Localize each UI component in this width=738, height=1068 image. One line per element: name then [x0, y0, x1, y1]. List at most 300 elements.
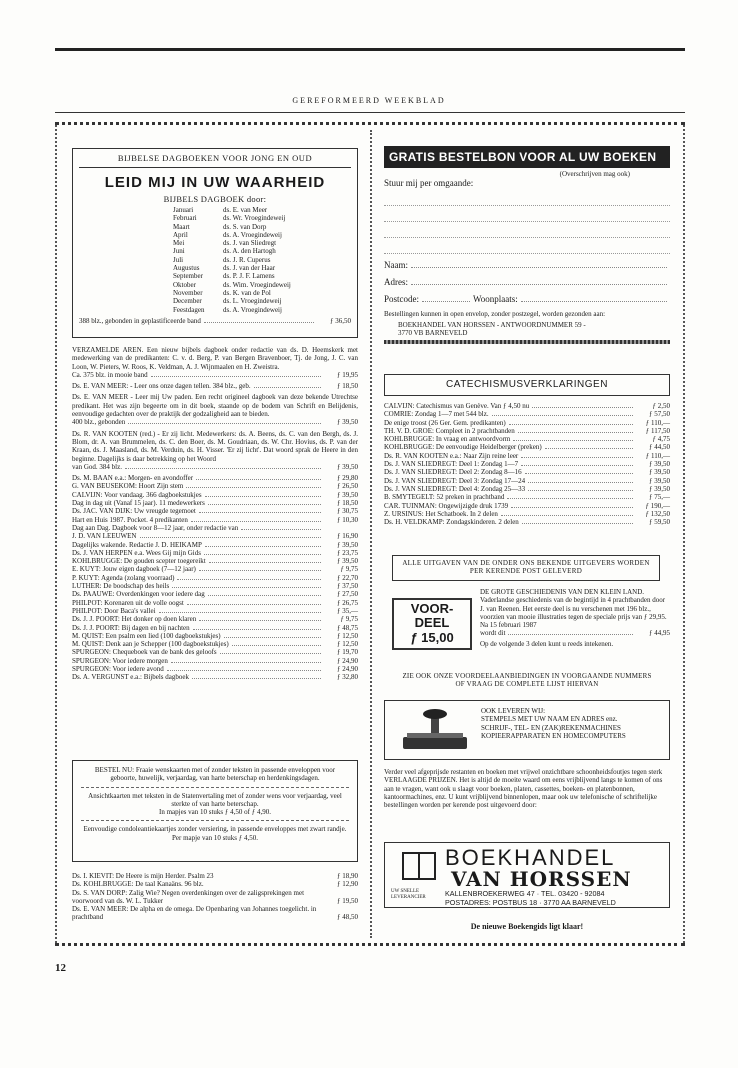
order-line-4[interactable] [384, 238, 670, 254]
bottom-book-item [72, 889, 358, 906]
item-title: SPURGEON: Voor iedere morgen [72, 656, 168, 665]
leader [545, 448, 633, 449]
catechism-item [384, 402, 670, 410]
item-title: CAR. TUINMAN: Ongewijzigde druk 1739 [384, 501, 509, 510]
left-dashed-border [55, 125, 58, 943]
closing-text: Verder veel afgeprijsde restanten en boeken met vrijwel onzichtbare schoonheidsfoutjes tegen sterk VERLAAGDE PRIJZEN. Het is altijd de moeite waard om eens vrijblijvend langs te komen of ons aan te vragen, want ook u slaagt voor boeken, platen, cassettes, boeken- en platenbonnen, kantoormachines, enz. U kunt vrijblijvend binnenlopen, maar ook uw telefonische of schriftelijke bestellingen worden per kerende post uitgevoerd door: [384, 768, 663, 810]
item-title: Hart en Huis 1987. Pocket. 4 predikanten [72, 515, 188, 524]
month-row [173, 247, 351, 255]
leader [140, 537, 322, 538]
leader [128, 423, 321, 424]
month-row [173, 281, 351, 289]
shop-name-line1: BOEKHANDEL [445, 845, 616, 870]
item-title: Ds. J. VAN SLIEDREGT: Deel 4: Zondag 25—33 [384, 484, 526, 493]
leader [172, 587, 321, 588]
item-price: ƒ 30,75 [337, 507, 358, 516]
item-title: COMRIE: Zondag 1—7 met 544 blz. [384, 410, 489, 419]
item-title: SPURGEON: Chequeboek van de bank des geloofs [72, 648, 217, 657]
item-title: Ds. J. J. POORT: Bij dagen en bij nachten [72, 623, 190, 632]
postcards-price: In mapjes van 10 stuks ƒ 4,50 of ƒ 4,90. [159, 808, 271, 817]
catechism-item [384, 510, 670, 518]
month-name: Februari [173, 214, 197, 223]
leader [254, 387, 321, 388]
item-price: ƒ 117,50 [645, 426, 670, 435]
greeting-cards-box [72, 760, 358, 862]
item-title: KOHLBRUGGE: De gouden scepter toegereikt [72, 557, 206, 566]
catechism-item [384, 427, 670, 435]
item-price: ƒ 22,70 [337, 573, 358, 582]
month-row [173, 297, 351, 305]
order-line-3[interactable] [384, 222, 670, 238]
book-subtitle: BIJBELS DAGBOEK door: [163, 194, 267, 204]
paragraph-price-row [72, 418, 358, 426]
voordeel-regular-price: ƒ 44,95 [649, 629, 670, 638]
shop-tag2: LEVERANCIER [391, 895, 426, 900]
item-price: ƒ 75,— [649, 493, 670, 502]
book-list-item [72, 532, 358, 540]
leader [525, 473, 633, 474]
month-author: ds. L. Vroegindeweij [223, 297, 282, 306]
book-list-item [72, 507, 358, 515]
book-list-item [72, 590, 358, 598]
paragraph-last: van God. 384 blz. [72, 462, 122, 471]
voordeel-badge [392, 598, 472, 650]
book-list-item [72, 624, 358, 632]
item-price: ƒ 23,75 [337, 548, 358, 557]
voordeel-section [384, 588, 670, 668]
item-title: E. KUYT: Jouw eigen dagboek (7—12 jaar) [72, 565, 196, 574]
stamp-icon [395, 707, 475, 755]
item-title: LUTHER: De boodschap des heils [72, 582, 170, 591]
order-form-bottom-bar [384, 340, 670, 344]
box-footer-price: ƒ 36,50 [330, 316, 351, 325]
item-price: ƒ 19,50 [337, 896, 358, 905]
order-form [384, 146, 670, 344]
item-price: ƒ 110,— [645, 418, 670, 427]
item-price: ƒ 35,— [337, 606, 358, 615]
item-price: ƒ 57,50 [649, 410, 670, 419]
month-name: Januari [173, 206, 194, 214]
item-title: Ds. H. VELDKAMP: Zondagskinderen. 2 delen [384, 518, 519, 527]
leader [522, 523, 633, 524]
month-author: ds. J. van der Haar [223, 264, 276, 273]
order-address-line2: 3770 VB BARNEVELD [398, 328, 468, 337]
order-note: (Overschrijven mag ook) [559, 170, 630, 178]
item-price: ƒ 26,75 [337, 598, 358, 607]
stamp-box [384, 700, 670, 760]
month-row [173, 272, 351, 280]
divider [81, 787, 349, 788]
leader [220, 653, 321, 654]
paragraph-price-row [72, 371, 358, 379]
book-list-item [72, 499, 358, 507]
paragraph-price: ƒ 18,50 [337, 382, 358, 391]
month-name: Augustus [173, 264, 200, 273]
leader [187, 604, 321, 605]
page-header-title: GEREFORMEERD WEEKBLAD [292, 96, 446, 105]
item-title: Ds. I. KIEVIT: De Heere is mijn Herder. Psalm 23 [72, 872, 214, 880]
leader [209, 562, 321, 563]
address-row [384, 277, 670, 287]
month-row [173, 239, 351, 247]
item-title: Ds. J. VAN SLIEDREGT: Deel 2: Zondag 8—16 [384, 468, 522, 477]
order-line-1[interactable] [384, 190, 670, 206]
order-address-line1: BOEKHANDEL VAN HORSSEN - ANTWOORDNUMMER 59 - [398, 320, 586, 329]
name-field[interactable] [411, 267, 667, 268]
item-title: Ds. KOHLBRUGGE: De taal Kanaäns. 96 blz. [72, 880, 204, 889]
box-footer-text: 388 blz., gebonden in geplastificeerde band [79, 316, 201, 325]
item-title: PHILPOT: Door Baca's vallei [72, 606, 156, 615]
leader [193, 629, 321, 630]
column-divider [370, 130, 373, 938]
month-name: Oktober [173, 280, 196, 289]
leader [177, 579, 321, 580]
leader [208, 595, 321, 596]
catechism-list [384, 402, 670, 526]
leader [492, 415, 633, 416]
month-name: December [173, 297, 202, 306]
month-author: ds. A. den Hartogh [223, 247, 276, 256]
cards-order-text: BESTEL NU: Fraaie wenskaarten met of zonder teksten in passende enveloppen voor geboorte, huwelijk, verjaardag, van harte beterschap en herdenkingsdagen. [94, 766, 336, 783]
header-rule [55, 112, 685, 113]
item-price: ƒ 2,50 [652, 402, 670, 410]
order-instructions: Bestellingen kunnen in open envelop, zonder postzegel, worden gezonden aan: [384, 310, 606, 319]
voordeel-line2: DEEL [414, 615, 450, 630]
catechism-item [384, 468, 670, 476]
month-author: ds. Wim. Vroegindeweij [223, 280, 291, 289]
item-price: ƒ 12,50 [337, 631, 358, 640]
item-title: J. D. VAN LEEUWEN [72, 532, 137, 541]
stamp-line3: SCHRIJF-, TEL- EN (ZAK)REKENMACHINES [481, 723, 621, 732]
item-price: ƒ 48,75 [337, 623, 358, 632]
book-list-item [72, 648, 358, 656]
paragraph-last: Ca. 375 blz. in mooie band [72, 370, 148, 379]
item-price: ƒ 27,50 [337, 590, 358, 599]
shop-postal: POSTADRES: POSTBUS 18 · 3770 AA BARNEVELD [445, 898, 616, 907]
book-list-item [72, 565, 358, 573]
month-name: September [173, 272, 203, 281]
leader [501, 515, 633, 516]
catechism-item [384, 452, 670, 460]
month-name: Juli [173, 255, 184, 264]
stamp-line1: OOK LEVEREN WIJ: [481, 707, 546, 715]
book-list-item [72, 673, 358, 681]
voordeel-text: DE GROTE GESCHIEDENIS VAN DEN KLEIN LAND. Vaderlandse geschiedenis van de begintijd in 4 prachtbanden door J. van Reenen. Het eerste deel is nu verschenen met 196 blz., voorzien van mooie illustraties tegen de speciale prijs van ƒ 29,95. Na 15 februari 1987 [480, 588, 667, 630]
bottom-book-item [72, 872, 358, 880]
item-title: Dag aan Dag. Dagboek voor 8—12 jaar, onder redactie van [72, 523, 239, 532]
book-paragraph [72, 382, 358, 390]
order-line-2[interactable] [384, 206, 670, 222]
catechism-item [384, 419, 670, 427]
item-price: ƒ 39,50 [337, 557, 358, 566]
paragraph-price: ƒ 39,50 [337, 418, 358, 427]
leader [241, 529, 321, 530]
top-rule [55, 48, 685, 51]
book-list-item [72, 599, 358, 607]
paragraph-text: Ds. E. VAN MEER - Leer mij Uw paden. Een recht origineel dagboek van deze bekende Utrechtse predikant. Het was zijn begeerte om in dit boek, staande op de bodem van Schrift en Belijdenis, eenvoudige gedachten over de praktijk der godzaligheid aan te bieden. [72, 393, 358, 419]
voordeel-price-row [480, 629, 670, 637]
top-dashed-border [55, 122, 685, 125]
item-title: KOHLBRUGGE: De eenvoudige Heidelberger (preken) [384, 443, 542, 452]
item-price: ƒ 190,— [645, 501, 670, 510]
item-price: ƒ 24,90 [337, 656, 358, 665]
leader [159, 612, 321, 613]
item-title: Ds. R. VAN KOOTEN e.a.: Naar Zijn reine leer [384, 451, 519, 460]
city-label: Woonplaats: [473, 294, 518, 305]
voordeel-last: wordt dit [480, 629, 506, 638]
book-paragraph [72, 393, 358, 426]
month-row [173, 264, 351, 272]
month-name: November [173, 288, 203, 297]
item-price: ƒ 44,50 [649, 443, 670, 452]
item-price: ƒ 48,50 [337, 913, 358, 922]
leader [232, 645, 321, 646]
leader [151, 376, 321, 377]
month-author: ds. P. J. F. Lamens [223, 272, 275, 281]
leader [196, 479, 321, 480]
daily-devotional-box [72, 148, 358, 338]
month-row [173, 214, 351, 222]
item-title: CALVIJN: Voor vandaag. 366 dagboekstukjes [72, 490, 202, 499]
leader [528, 490, 633, 491]
month-row [173, 306, 351, 314]
paragraph-price: ƒ 19,95 [337, 370, 358, 379]
catechism-item [384, 460, 670, 468]
page-number: 12 [55, 962, 66, 974]
item-price: ƒ 59,50 [649, 518, 670, 527]
catechism-heading-box [384, 374, 670, 396]
leader [518, 432, 633, 433]
voordeel-line1: VOOR- [410, 601, 454, 616]
leader [167, 670, 321, 671]
item-title: Ds. J. VAN SLIEDREGT: Deel 3: Zondag 17—24 [384, 476, 526, 485]
paragraph-text: VERZAMELDE AREN. Een nieuw bijbels dagboek onder redactie van ds. D. Heemskerk met medewerking van de predikanten: C. v. d. Berg, P. van Bergen Bravenboer, Tj. de Jong, J. C. van Loon, W. Pieters, W. Roos, K. Veldman, A. J. Wijnmaalen en H. Zweistra. [72, 346, 358, 371]
item-price: ƒ 24,90 [337, 664, 358, 673]
bottom-book-list [72, 872, 358, 922]
address-field[interactable] [411, 284, 667, 285]
item-title: G. VAN BEUSEKOM: Hoort Zijn stem [72, 482, 184, 491]
book-list-item [72, 640, 358, 648]
book-list-item [72, 482, 358, 490]
month-row [173, 231, 351, 239]
leader [171, 662, 321, 663]
leader [205, 546, 321, 547]
leader [208, 504, 321, 505]
book-list-item [72, 632, 358, 640]
divider [81, 820, 349, 821]
book-paragraph [72, 346, 358, 379]
book-list-item [72, 524, 358, 532]
paragraph-price: ƒ 39,50 [337, 462, 358, 471]
catechism-item [384, 410, 670, 418]
leader [191, 521, 321, 522]
book-guide-notice: De nieuwe Boekengids ligt klaar! [470, 922, 584, 931]
item-title: M. QUIST: Denk aan je Schepper (100 dagboekstukjes) [72, 640, 229, 649]
month-author: ds. S. van Dorp [223, 222, 267, 231]
item-title: KOHLBRUGGE: In vraag en antwoordvorm [384, 435, 511, 444]
item-price: ƒ 18,90 [337, 872, 358, 880]
item-price: ƒ 37,50 [337, 582, 358, 591]
item-title: Ds. M. BAAN e.a.: Morgen- en avondoffer [72, 474, 194, 483]
order-intro: Stuur mij per omgaande: [384, 178, 474, 189]
item-title: Ds. J. J. POORT: Het donker op doen klaren [72, 615, 197, 624]
month-name: Mei [173, 239, 185, 248]
paragraph-last: 400 blz., gebonden [72, 418, 126, 427]
item-price: ƒ 29,80 [337, 474, 358, 483]
leader [509, 424, 633, 425]
leader [513, 440, 633, 441]
item-title: Dag in dag uit (Vanaf 15 jaar). 11 medewerkers [72, 499, 205, 508]
leader [199, 512, 321, 513]
book-list-item [72, 607, 358, 615]
item-title: Ds. PAAUWE: Overdenkingen voor iedere dag [72, 590, 205, 599]
month-author: ds. J. R. Cuperus [223, 255, 271, 264]
item-title: TH. V. D. GROE: Compleet in 2 prachtbanden [384, 426, 515, 435]
publishers-notice: ALLE UITGAVEN VAN DE ONDER ONS BEKENDE UITGEVERS WORDEN PER KERENDE POST GELEVERD [402, 559, 650, 576]
month-name: April [173, 230, 188, 239]
item-title: CALVIJN: Catechismus van Genève. Van ƒ 4,50 nu [384, 402, 530, 410]
item-title: Ds. E. VAN MEER: De alpha en de omega. De Openbaring van Johannes toegelicht. in prachtband [72, 905, 317, 922]
leader [521, 465, 633, 466]
item-price: ƒ 110,— [645, 451, 670, 460]
leader [508, 634, 633, 635]
postcode-row [384, 294, 670, 304]
item-price: ƒ 10,30 [337, 515, 358, 524]
bottom-book-item [72, 905, 358, 922]
item-title: PHILPOT: Korenaren uit de volle oogst [72, 598, 184, 607]
leader [186, 487, 321, 488]
month-author: ds. Wr. Vroegindeweij [223, 214, 286, 223]
leader [192, 678, 321, 679]
item-title: M. QUIST: Een psalm een lied (100 dagboekstukjes) [72, 631, 221, 640]
leader [511, 507, 633, 508]
item-title: B. SMYTEGELT: 52 preken in prachtband [384, 493, 505, 502]
catechism-item [384, 435, 670, 443]
left-paragraphs [72, 346, 358, 682]
leader [199, 570, 321, 571]
catechism-item [384, 477, 670, 485]
item-price: ƒ 12,50 [337, 640, 358, 649]
item-price: ƒ 18,50 [337, 499, 358, 508]
catechism-item [384, 502, 670, 510]
leader [224, 637, 321, 638]
item-title: Ds. S. VAN DORP: Zalig Wie? Negen overdenkingen over de zaligsprekingen met voorwoord van ds. W. L. Tukker [72, 888, 305, 905]
month-name: Juni [173, 247, 185, 256]
box-heading: BIJBELSE DAGBOEKEN VOOR JONG EN OUD [79, 153, 351, 168]
stamp-line2: STEMPELS MET UW NAAM EN ADRES enz. [481, 715, 618, 724]
leader [507, 498, 633, 499]
shop-tagline [391, 889, 439, 901]
name-row [384, 260, 670, 270]
item-price: ƒ 39,50 [337, 540, 358, 549]
month-row [173, 289, 351, 297]
item-price: ƒ 9,75 [340, 565, 358, 574]
city-field[interactable] [521, 301, 667, 302]
paragraph-text: Ds. R. VAN KOOTEN (red.) - Er zij licht. Medewerkers: ds. A. Beens, ds. C. van den Bergh, ds. J. Blom, dr. A. van Brummelen, ds. C. den Boer, ds. M. Goudriaan, ds. W. Chr. Hovius, ds. P. van der Kraan, ds. J. Maasland, ds. M. Verduin, ds. H. Visser. 'Er zij licht'. Dat woord sprak de Heere in den beginne. Dagelijks is daar betrekking op het Woord [72, 429, 358, 463]
book-list-item [72, 582, 358, 590]
catechism-heading: CATECHISMUSVERKLARINGEN [446, 379, 608, 390]
item-price: ƒ 39,50 [337, 490, 358, 499]
item-price: ƒ 39,50 [649, 460, 670, 469]
item-price: ƒ 26,50 [337, 482, 358, 491]
bottom-book-item [72, 880, 358, 888]
box-footer-row [79, 317, 351, 325]
month-author: ds. K. van de Pol [223, 288, 271, 297]
item-title: Ds. A. VERGUNST e.a.: Bijbels dagboek [72, 673, 189, 682]
shop-logo-icon [399, 849, 439, 885]
item-price: ƒ 4,75 [652, 435, 670, 444]
catalog-notice: ZIE OOK ONZE VOORDEELAANBIEDINGEN IN VOORGAANDE NUMMERS OF VRAAG DE COMPLETE LIJST HIERVAN [402, 672, 652, 689]
item-price: ƒ 39,50 [649, 476, 670, 485]
book-list-item [72, 549, 358, 557]
book-list-item [72, 491, 358, 499]
catechism-item [384, 485, 670, 493]
shop-logo-box [384, 842, 670, 908]
month-name: Maart [173, 222, 190, 231]
book-list-item [72, 557, 358, 565]
item-price: ƒ 16,90 [337, 532, 358, 541]
voordeel-after: Op de volgende 3 delen kunt u reeds intekenen. [480, 639, 614, 648]
leader [205, 496, 321, 497]
leader [125, 468, 321, 469]
catechism-item [384, 443, 670, 451]
month-author-list [173, 206, 351, 314]
book-list-item [72, 574, 358, 582]
item-price: ƒ 9,75 [340, 615, 358, 624]
paragraph-price-row [72, 382, 358, 390]
item-title: P. KUYT: Agenda (zolang voorraad) [72, 573, 175, 582]
month-author: ds. A. Vroegindeweij [223, 305, 282, 314]
stamp-text [481, 707, 667, 740]
name-label: Naam: [384, 260, 408, 271]
month-author: ds. A. Vroegindeweij [223, 230, 282, 239]
paragraph-last: Ds. E. VAN MEER: - Leer ons onze dagen tellen. 384 blz., geb. [72, 382, 251, 391]
book-list-item [72, 657, 358, 665]
book-list-item [72, 615, 358, 623]
book-list-item [72, 516, 358, 524]
item-title: SPURGEON: Voor iedere avond [72, 664, 164, 673]
leader [528, 482, 633, 483]
voordeel-price: ƒ 15,00 [410, 630, 454, 645]
book-list-item [72, 665, 358, 673]
postcode-field[interactable] [422, 301, 470, 302]
month-row [173, 223, 351, 231]
shop-tag1: UW SNELLE [391, 889, 420, 894]
item-title: Ds. J. VAN HERPEN e.a. Wees Gij mijn Gids [72, 548, 201, 557]
item-title: Z. URSINUS: Het Schatboek. In 2 delen [384, 509, 498, 518]
paragraph-price-row [72, 463, 358, 471]
month-row [173, 206, 351, 214]
month-author: ds. E. van Meer [223, 206, 268, 214]
item-title: Ds. JAC. VAN DIJK: Uw vreugde tegemoet [72, 507, 196, 516]
item-price: ƒ 32,80 [337, 673, 358, 682]
item-title: Dagelijks wakende. Redactie J. D. HEIKAMP [72, 540, 202, 549]
item-price: ƒ 19,70 [337, 648, 358, 657]
stamp-line4: KOPIEERAPPARATEN EN HOMECOMPUTERS [481, 731, 626, 740]
address-label: Adres: [384, 277, 408, 288]
leader [521, 457, 633, 458]
voordeel-text-block [480, 588, 670, 648]
postcards-text: Ansichtkaarten met teksten in de Statenvertaling met of zonder wens voor verjaardag, veel sterkte of van harte beterschap. [88, 791, 342, 808]
postcode-label: Postcode: [384, 294, 419, 305]
item-title: De enige troost (26 Ger. Gem. predikanten) [384, 418, 506, 427]
item-price: ƒ 132,50 [645, 509, 670, 518]
month-author: ds. J. van Sliedregt [223, 239, 277, 248]
month-row [173, 256, 351, 264]
book-list-item [72, 541, 358, 549]
order-form-banner: GRATIS BESTELBON VOOR AL UW BOEKEN [384, 146, 670, 168]
condolence-text: Eenvoudige condoleantiekaartjes zonder versiering, in passende enveloppes met zwart randje. Per mapje van 10 stuks ƒ 4,50. [83, 825, 347, 842]
